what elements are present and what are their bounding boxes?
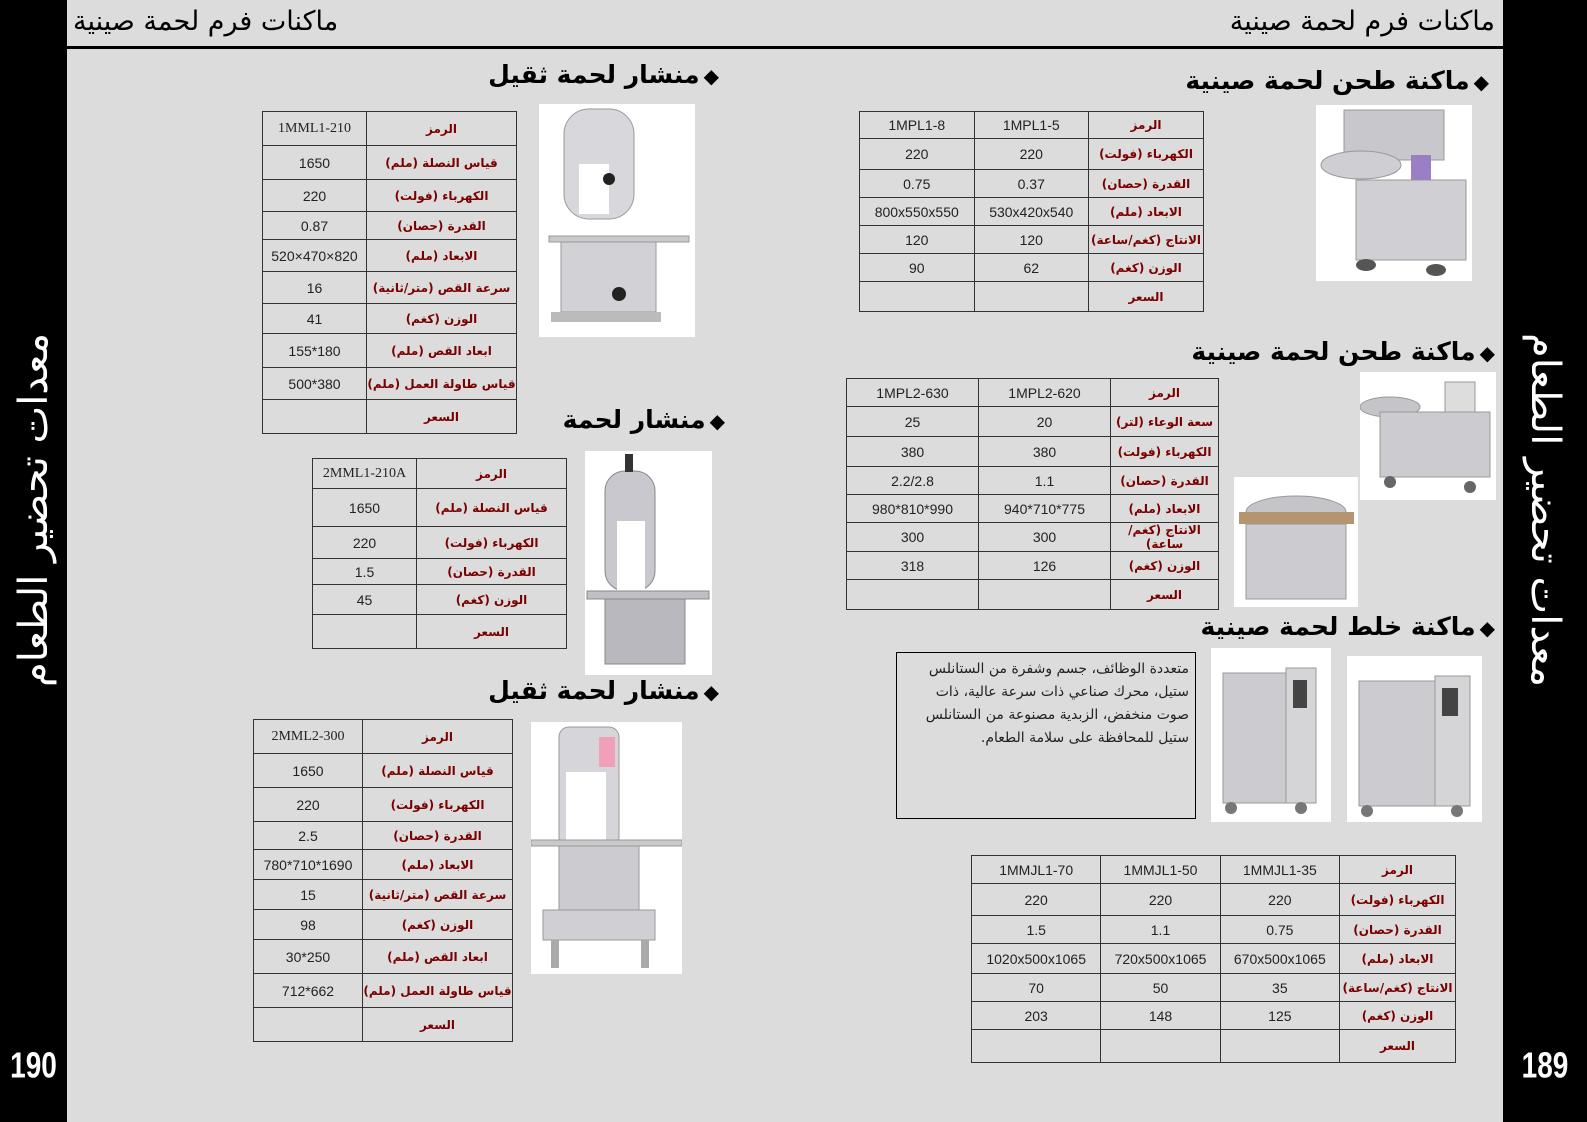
spec-value: 41 xyxy=(263,304,367,334)
spec-label: سرعة القص (متر/ثانية) xyxy=(363,880,513,910)
section-title-text: منشار لحمة ثقيل xyxy=(488,60,700,89)
table-row xyxy=(263,146,517,180)
spec-value: 126 xyxy=(979,552,1111,580)
band-saw-image xyxy=(531,722,682,974)
model-code: 1MMJL1-35 xyxy=(1220,856,1339,884)
spec-table-bowl-cutter-2 xyxy=(846,378,1219,610)
bowl-cutter-image xyxy=(1316,105,1472,281)
spec-value xyxy=(860,282,975,312)
table-row xyxy=(847,467,1219,495)
spec-value: 1.5 xyxy=(972,916,1101,944)
spec-label: الانتاج (كغم/ساعة) xyxy=(1111,523,1219,552)
spec-value xyxy=(1101,1030,1220,1063)
model-code: 1MML1-210 xyxy=(263,112,367,146)
table-row xyxy=(972,1030,1456,1063)
spec-value: 120 xyxy=(974,226,1089,254)
table-row xyxy=(847,552,1219,580)
spec-value: 220 xyxy=(313,527,417,559)
spec-label: قياس النصلة (ملم) xyxy=(417,489,567,527)
model-code: 1MPL1-5 xyxy=(974,112,1089,139)
spec-label: السعر xyxy=(367,400,517,434)
left-sidebar xyxy=(0,0,67,1122)
table-row xyxy=(860,226,1204,254)
spec-label: قياس طاولة العمل (ملم) xyxy=(363,974,513,1008)
spec-value: 1.1 xyxy=(979,467,1111,495)
section-title-heavy-saw-2 xyxy=(488,676,719,705)
spec-value: 35 xyxy=(1220,974,1339,1002)
model-code: 1MPL1-8 xyxy=(860,112,975,139)
spec-value: 2.2/2.8 xyxy=(847,467,979,495)
table-row xyxy=(313,615,567,649)
spec-value: 662*712 xyxy=(254,974,363,1008)
spec-label: الوزن (كغم) xyxy=(1089,254,1204,282)
spec-table-heavy-saw-1 xyxy=(262,111,517,434)
table-row xyxy=(313,459,567,489)
spec-label: ابعاد القص (ملم) xyxy=(363,940,513,974)
table-row xyxy=(254,788,513,822)
left-page-header xyxy=(67,0,800,49)
spec-value: 220 xyxy=(974,139,1089,170)
spec-value: 1.5 xyxy=(313,559,417,585)
spec-label: الوزن (كغم) xyxy=(367,304,517,334)
spec-label: الكهرباء (فولت) xyxy=(367,180,517,212)
spec-table-bowl-cutter-1 xyxy=(859,111,1204,312)
spec-value: 1650 xyxy=(263,146,367,180)
spec-label: قياس النصلة (ملم) xyxy=(367,146,517,180)
spec-value: 70 xyxy=(972,974,1101,1002)
table-row xyxy=(263,400,517,434)
spec-value: 990*810*980 xyxy=(847,495,979,523)
right-page-header xyxy=(800,0,1503,49)
spec-value xyxy=(972,1030,1101,1063)
spec-label: الرمز xyxy=(363,720,513,754)
section-title-text: منشار لحمة ثقيل xyxy=(488,676,700,705)
meat-mixer-image xyxy=(1211,648,1331,822)
spec-value xyxy=(847,580,979,610)
spec-value: 148 xyxy=(1101,1002,1220,1030)
spec-value: 98 xyxy=(254,910,363,940)
table-row xyxy=(254,880,513,910)
spec-label: القدرة (حصان) xyxy=(1089,170,1204,198)
bowl-cutter-photo xyxy=(1316,105,1472,281)
spec-label: الابعاد (ملم) xyxy=(367,240,517,272)
table-row xyxy=(972,884,1456,916)
table-row xyxy=(254,940,513,974)
spec-label: الرمز xyxy=(1111,379,1219,407)
spec-label: الكهرباء (فولت) xyxy=(1111,437,1219,467)
spec-label: الكهرباء (فولت) xyxy=(1340,884,1456,916)
spec-label: الكهرباء (فولت) xyxy=(363,788,513,822)
table-row xyxy=(263,272,517,304)
band-saw-photo xyxy=(531,722,682,974)
spec-value: 380 xyxy=(979,437,1111,467)
spec-label: السعر xyxy=(1111,580,1219,610)
band-saw-photo xyxy=(585,451,712,675)
section-title-bowl-cutter-2 xyxy=(1191,337,1495,366)
diamond-bullet-icon: ◆ xyxy=(703,64,719,88)
spec-label: الرمز xyxy=(417,459,567,489)
spec-value: 775*710*940 xyxy=(979,495,1111,523)
table-row xyxy=(313,489,567,527)
spec-value: 90 xyxy=(860,254,975,282)
spec-label: الوزن (كغم) xyxy=(363,910,513,940)
page-number: 189 xyxy=(1521,1045,1569,1086)
section-title-bowl-cutter-1 xyxy=(1185,66,1489,95)
table-row xyxy=(254,720,513,754)
spec-value: 220 xyxy=(860,139,975,170)
spec-label: سعة الوعاء (لتر) xyxy=(1111,407,1219,437)
table-row xyxy=(972,944,1456,974)
spec-value: 220 xyxy=(1220,884,1339,916)
table-row xyxy=(972,1002,1456,1030)
table-row xyxy=(254,910,513,940)
section-title-text: منشار لحمة xyxy=(562,405,706,434)
section-title-saw xyxy=(563,405,725,434)
spec-label: قياس طاولة العمل (ملم) xyxy=(367,368,517,400)
spec-value: 300 xyxy=(847,523,979,552)
table-row xyxy=(860,112,1204,139)
spec-value xyxy=(974,282,1089,312)
spec-label: السعر xyxy=(1340,1030,1456,1063)
section-title-mixer xyxy=(1200,612,1495,641)
spec-label: القدرة (حصان) xyxy=(417,559,567,585)
spec-value: 120 xyxy=(860,226,975,254)
spec-value: 1020x500x1065 xyxy=(972,944,1101,974)
table-row xyxy=(860,139,1204,170)
spec-value: 318 xyxy=(847,552,979,580)
spec-label: ابعاد القص (ملم) xyxy=(367,334,517,368)
table-row xyxy=(847,580,1219,610)
table-row xyxy=(847,523,1219,552)
spec-value: 0.75 xyxy=(860,170,975,198)
meat-mixer-photo xyxy=(1347,656,1482,822)
spec-label: القدرة (حصان) xyxy=(1340,916,1456,944)
spec-label: الكهرباء (فولت) xyxy=(1089,139,1204,170)
table-row xyxy=(313,527,567,559)
spec-label: الرمز xyxy=(367,112,517,146)
spec-value: 0.75 xyxy=(1220,916,1339,944)
table-row xyxy=(972,974,1456,1002)
table-row xyxy=(263,180,517,212)
model-code: 1MMJL1-70 xyxy=(972,856,1101,884)
table-row xyxy=(254,822,513,850)
spec-value: 820×470×520 xyxy=(263,240,367,272)
table-row xyxy=(313,585,567,615)
spec-value: 20 xyxy=(979,407,1111,437)
spec-value: 250*30 xyxy=(254,940,363,974)
spec-label: الوزن (كغم) xyxy=(417,585,567,615)
bowl-cutter-photo xyxy=(1360,372,1496,500)
spec-value: 530x420x540 xyxy=(974,198,1089,226)
spec-label: السعر xyxy=(1089,282,1204,312)
bowl-cutter-photo xyxy=(1234,477,1358,607)
spec-value: 1650 xyxy=(313,489,417,527)
diamond-bullet-icon: ◆ xyxy=(703,680,719,704)
spec-label: الرمز xyxy=(1089,112,1204,139)
spec-value: 220 xyxy=(1101,884,1220,916)
table-row xyxy=(847,407,1219,437)
spec-value: 1.1 xyxy=(1101,916,1220,944)
spec-table-mixer xyxy=(971,855,1456,1063)
spec-value: 800x550x550 xyxy=(860,198,975,226)
table-row xyxy=(847,495,1219,523)
spec-label: قياس النصلة (ملم) xyxy=(363,754,513,788)
spec-value: 16 xyxy=(263,272,367,304)
spec-label: الانتاج (كغم/ساعة) xyxy=(1340,974,1456,1002)
page-number: 190 xyxy=(10,1045,57,1086)
spec-value: 15 xyxy=(254,880,363,910)
table-row xyxy=(860,254,1204,282)
spec-value: 720x500x1065 xyxy=(1101,944,1220,974)
spec-label: الرمز xyxy=(1340,856,1456,884)
spec-label: الوزن (كغم) xyxy=(1111,552,1219,580)
model-code: 2MML1-210A xyxy=(313,459,417,489)
table-row xyxy=(860,170,1204,198)
page-title: ماكنات فرم لحمة صينية xyxy=(73,6,339,37)
band-saw-image xyxy=(539,104,695,337)
meat-mixer-image xyxy=(1347,656,1482,822)
spec-value xyxy=(313,615,417,649)
meat-mixer-photo xyxy=(1211,648,1331,822)
table-row xyxy=(263,212,517,240)
spec-value: 670x500x1065 xyxy=(1220,944,1339,974)
table-row xyxy=(254,1008,513,1042)
spec-label: الابعاد (ملم) xyxy=(1089,198,1204,226)
vertical-section-title: معدات تحضير الطعام xyxy=(1522,332,1568,688)
table-row xyxy=(254,850,513,880)
right-sidebar xyxy=(1503,0,1587,1122)
table-row xyxy=(263,334,517,368)
spec-value: 45 xyxy=(313,585,417,615)
spec-value: 180*155 xyxy=(263,334,367,368)
section-title-text: ماكنة طحن لحمة صينية xyxy=(1185,66,1470,95)
spec-value: 50 xyxy=(1101,974,1220,1002)
spec-table-saw xyxy=(312,458,567,649)
spec-value: 0.37 xyxy=(974,170,1089,198)
spec-label: القدرة (حصان) xyxy=(1111,467,1219,495)
spec-value: 300 xyxy=(979,523,1111,552)
table-row xyxy=(263,112,517,146)
table-row xyxy=(263,368,517,400)
spec-value xyxy=(263,400,367,434)
diamond-bullet-icon: ◆ xyxy=(709,409,725,433)
vertical-section-title: معدات تحضير الطعام xyxy=(10,332,57,688)
spec-value: 1650 xyxy=(254,754,363,788)
page-title: ماكنات فرم لحمة صينية xyxy=(1229,6,1495,37)
spec-label: الابعاد (ملم) xyxy=(363,850,513,880)
diamond-bullet-icon: ◆ xyxy=(1479,616,1495,640)
mixer-description: متعددة الوظائف، جسم وشفرة من الستانلس ستيل، محرك صناعي ذات سرعة عالية، ذات صوت منخفض، الزبدية مصنوعة من الستانلس ستيل للمحافظة على سلامة الطعام. xyxy=(896,652,1196,819)
diamond-bullet-icon: ◆ xyxy=(1473,70,1489,94)
table-row xyxy=(972,916,1456,944)
spec-label: الابعاد (ملم) xyxy=(1340,944,1456,974)
section-title-text: ماكنة طحن لحمة صينية xyxy=(1191,337,1476,366)
spec-label: سرعة القص (متر/ثانية) xyxy=(367,272,517,304)
table-row xyxy=(263,240,517,272)
table-row xyxy=(972,856,1456,884)
section-title-heavy-saw-1 xyxy=(488,60,719,89)
spec-label: الوزن (كغم) xyxy=(1340,1002,1456,1030)
table-row xyxy=(847,379,1219,407)
band-saw-photo xyxy=(539,104,695,337)
model-code: 1MPL2-620 xyxy=(979,379,1111,407)
spec-value xyxy=(1220,1030,1339,1063)
spec-value: 0.87 xyxy=(263,212,367,240)
table-row xyxy=(254,974,513,1008)
spec-label: الكهرباء (فولت) xyxy=(417,527,567,559)
spec-value: 220 xyxy=(254,788,363,822)
spec-label: القدرة (حصان) xyxy=(367,212,517,240)
section-title-text: ماكنة خلط لحمة صينية xyxy=(1200,612,1476,641)
table-row xyxy=(254,754,513,788)
bowl-cutter-image xyxy=(1360,372,1496,500)
bowl-cutter-image xyxy=(1234,477,1358,607)
spec-value: 380 xyxy=(847,437,979,467)
spec-label: الانتاج (كغم/ساعة) xyxy=(1089,226,1204,254)
table-row xyxy=(313,559,567,585)
spec-value: 125 xyxy=(1220,1002,1339,1030)
spec-value xyxy=(254,1008,363,1042)
model-code: 1MPL2-630 xyxy=(847,379,979,407)
spec-value: 25 xyxy=(847,407,979,437)
spec-label: السعر xyxy=(417,615,567,649)
table-row xyxy=(263,304,517,334)
table-row xyxy=(847,437,1219,467)
spec-label: القدرة (حصان) xyxy=(363,822,513,850)
table-row xyxy=(860,282,1204,312)
spec-value: 203 xyxy=(972,1002,1101,1030)
spec-value: 1690*710*780 xyxy=(254,850,363,880)
model-code: 1MMJL1-50 xyxy=(1101,856,1220,884)
spec-value: 62 xyxy=(974,254,1089,282)
spec-value: 380*500 xyxy=(263,368,367,400)
band-saw-image xyxy=(585,451,712,675)
table-row xyxy=(860,198,1204,226)
spec-value: 220 xyxy=(972,884,1101,916)
spec-value: 2.5 xyxy=(254,822,363,850)
spec-label: السعر xyxy=(363,1008,513,1042)
spec-table-heavy-saw-2 xyxy=(253,719,513,1042)
spec-label: الابعاد (ملم) xyxy=(1111,495,1219,523)
spec-value: 220 xyxy=(263,180,367,212)
diamond-bullet-icon: ◆ xyxy=(1479,341,1495,365)
spec-value xyxy=(979,580,1111,610)
model-code: 2MML2-300 xyxy=(254,720,363,754)
